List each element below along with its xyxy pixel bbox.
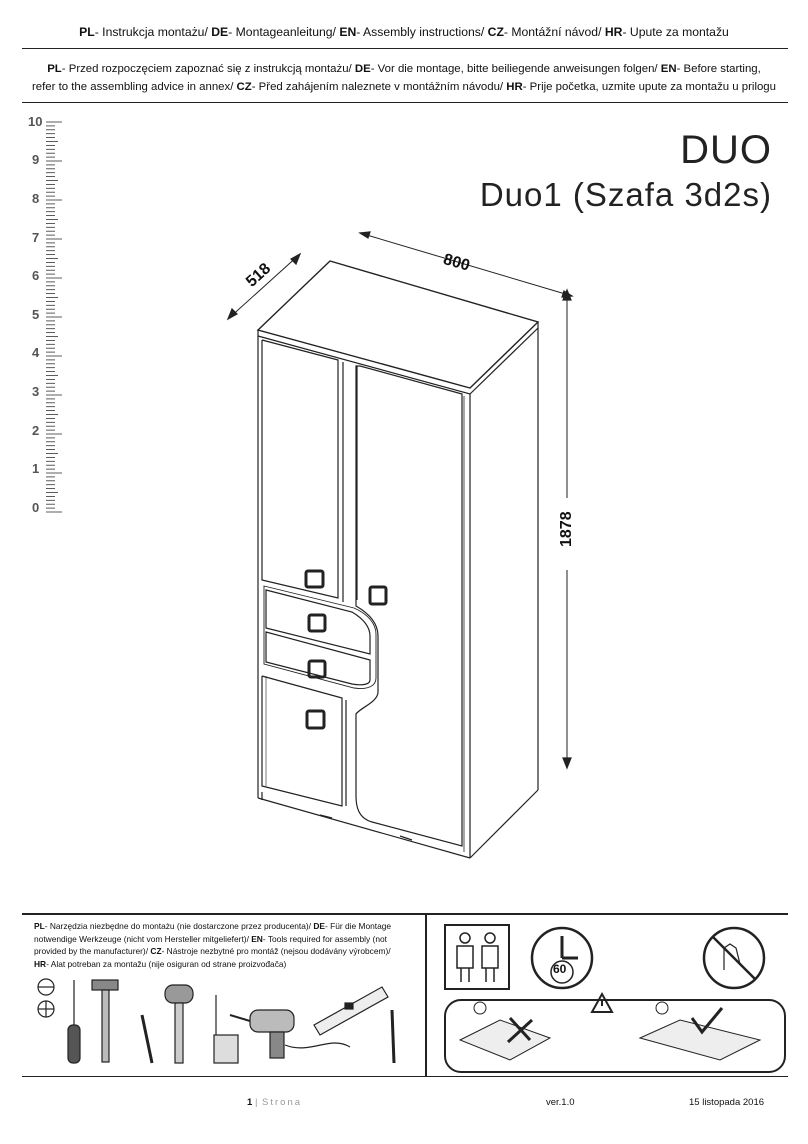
height-dimension: 1878: [558, 511, 575, 547]
width-dimension: 800: [441, 251, 472, 275]
scale-label: 6: [32, 268, 40, 283]
drill-bit-icon: [392, 1010, 394, 1063]
depth-dimension: 518: [243, 260, 275, 291]
intro-line-2: refer to the assembling advice in annex/ CZ- Před zahájením naleznete v montážním návodu/ HR- Prije početka, uzmite upute za montažu u prilogu: [32, 81, 776, 93]
panel-bottom-divider: [22, 1076, 788, 1077]
pencil-icon: [142, 1015, 152, 1063]
scale-label: 10: [28, 114, 43, 129]
screw-head-icon: [38, 979, 54, 1017]
scale-label: 4: [32, 345, 40, 360]
date-label: 15 listopada 2016: [689, 1097, 765, 1108]
page-number: 1 | Strona: [247, 1097, 303, 1108]
clock-icon: [532, 928, 592, 988]
panel-vertical-divider: [425, 913, 427, 1076]
screwdriver-icon: [68, 980, 80, 1063]
title-line: PL- Instrukcja montażu/ DE- Montageanleitung/ EN- Assembly instructions/ CZ- Montážní návod/ HR- Upute za montažu: [79, 25, 729, 39]
wardrobe-drawing: [215, 215, 595, 865]
intro-line-1: PL- Przed rozpoczęciem zapoznać się z instrukcją montażu/ DE- Vor die montage, bitte beiliegende anweisungen folgen/ EN- Before starting,: [47, 63, 761, 75]
header-divider: [22, 48, 788, 49]
intro-divider: [22, 102, 788, 103]
scale-label: 3: [32, 384, 40, 399]
safety-icons: [440, 920, 790, 1075]
scale-label: 5: [32, 307, 40, 322]
spirit-level-icon: [314, 987, 388, 1035]
scale-label: 2: [32, 423, 40, 438]
panel-top-divider: [22, 913, 788, 915]
tools-required-text: PL- Narzędzia niezbędne do montażu (nie dostarczone przez producenta)/ DE- Für die Montage notwendige Werkzeuge (nicht vom Hersteller mitgeliefert)/ EN- Tools required for assembly (not provided by the manufacturer)/ CZ- Nástroje nezbytné pro montáž (nejsou dodávány výrobcem)/ HR- Alat potreban za montažu (nije osiguran od strane proizvođača): [34, 921, 392, 969]
two-persons-icon: [445, 925, 509, 989]
scale-label: 1: [32, 461, 40, 476]
brand-name: DUO: [680, 128, 772, 172]
tools-illustration: [30, 975, 410, 1070]
warning-icon: [592, 994, 612, 1012]
tape-measure-icon: [214, 995, 238, 1063]
mallet-icon: [165, 985, 193, 1063]
scale-label: 0: [32, 500, 40, 515]
no-carpet-icon: [704, 928, 764, 988]
model-name: Duo1 (Szafa 3d2s): [479, 176, 772, 213]
scale-label: 7: [32, 230, 40, 245]
hammer-icon: [92, 980, 118, 1062]
scale-label: 8: [32, 191, 40, 206]
time-label: 60: [553, 962, 567, 976]
ruler-ticks: [44, 118, 64, 518]
assembly-surface-icon: [445, 1000, 785, 1072]
scale-label: 9: [32, 152, 40, 167]
version-label: ver.1.0: [546, 1097, 575, 1108]
